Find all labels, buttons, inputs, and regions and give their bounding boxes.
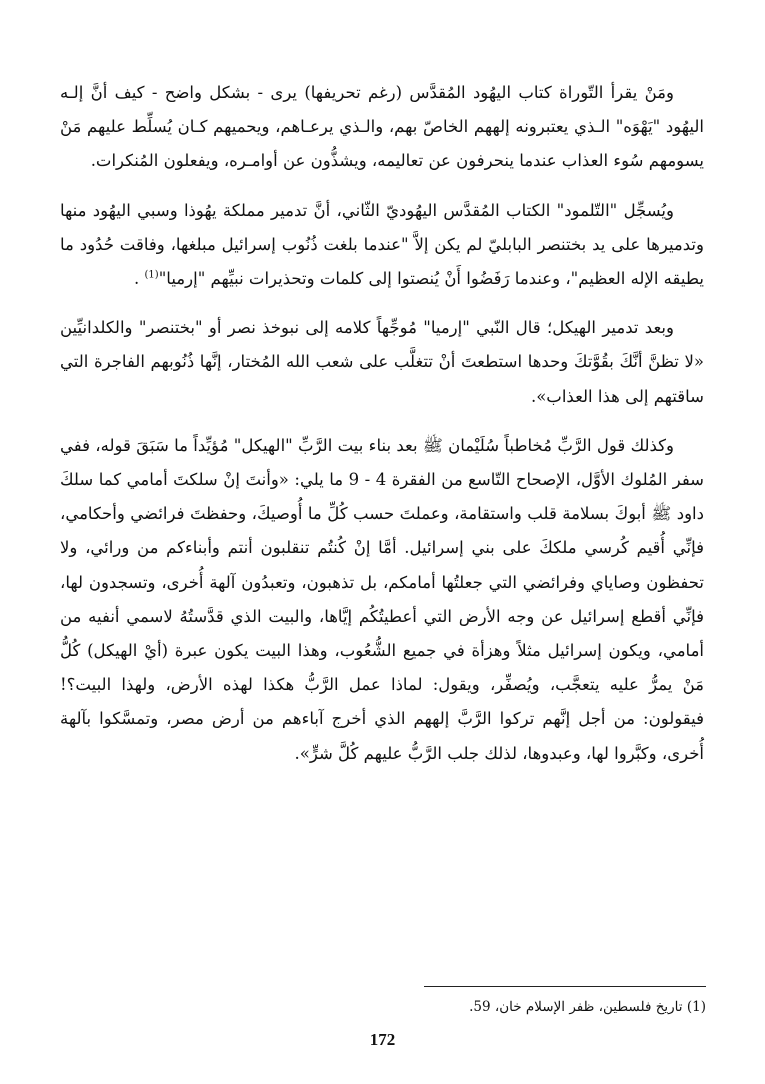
paragraph-talmud — [60, 194, 704, 297]
footnote: (1) تاريخ فلسطين، ظفر الإسلام خان، 59. — [469, 999, 706, 1015]
paragraph-talmud-end: . — [134, 269, 140, 289]
paragraph-jeremiah: وبعد تدمير الهيكل؛ قال النّبي "إرميا" مُوجِّهاً كلامه إلى نبوخذ نصر أو "بختنصر" والكلدانيِّين «لا تظنَّ أنَّكَ بقُوَّتكَ وحدها استطعتَ أنْ تتغلَّب على شعب الله المُختار، إنَّها ذُنُوبهم الفاجرة التي ساقتهم إلى هذا العذاب». — [60, 318, 704, 406]
paragraph-torah: ومَنْ يقرأ التّوراة كتاب اليهُود المُقدَّس (رغم تحريفها) يرى - بشكل واضح - كيف أنَّ إلـه اليهُود "يَهْوَه" الـذي يعتبرونه إلههم الخاصّ بهم، والـذي يرعـاهم، ويحميهم كـان يُسلِّط عليهم مَنْ يسومهم سُوء العذاب عندما ينحرفون عن تعاليمه، ويشذُّون عن أوامـره، ويفعلون المُنكرات. — [60, 83, 704, 171]
page-number: 172 — [369, 1030, 396, 1049]
paragraph-solomon: وكذلك قول الرَّبِّ مُخاطباً سُلَيْمان ﷺ بعد بناء بيت الرَّبِّ "الهيكل" مُؤيِّداً ما سَبَقَ قوله، ففي سفر المُلوك الأوَّل، الإصحاح التّاسع من الفقرة 4 - 9 ما يلي: «وأنتَ إنْ سلكتَ أمامي كما سلكَ داود ﷺ أبوكَ بسلامة قلب واستقامة، وعملتَ حسب كُلِّ ما أُوصيكَ، وحفظتَ فرائضي وأحكامي، فإنِّي أُقيم كُرسي ملككَ على بني إسرائيل. أمَّا إنْ كُنتُم تنقلبون أنتم وأبناءكم من ورائي، ولا تحفظون وصاياي وفرائضي التي جعلتُها أمامكم، بل تذهبون، وتعبدُون آلهة أُخرى، وتسجدون لها، فإنِّي أقطع إسرائيل عن وجه الأرض التي أعطيتُكُم إيَّاها، والبيت الذي قدَّستُهُ لاسمي أنفيه من أمامي، ويكون إسرائيل مثلاً وهزأة في جميع الشُّعُوب، وهذا البيت يكون عبرة (أيْ الهيكل) كُلُّ مَنْ يمرُّ عليه يتعجَّب، ويُصفِّر، ويقول: لماذا عمل الرَّبُّ هكذا لهذه الأرض، ولهذا البيت؟! فيقولون: من أجل إنَّهم تركوا الرَّبَّ إلههم الذي أخرج آباءهم من أرض مصر، وتمسَّكوا بآلهة أُخرى، وكبَّروا لها، وعبدوها، لذلك جلب الرَّبُّ عليهم كُلَّ شرٍّ». — [60, 435, 704, 763]
footnote-marker: (1) — [144, 269, 159, 281]
paragraph-talmud-text: ويُسجِّل "التّلمود" الكتاب المُقدَّس اليهُوديّ الثّاني، أنَّ تدمير مملكة يهُوذا وسبي اليهُود منها وتدميرها على يد بختنصر البابليّ لم يكن إلاَّ "عندما بلغت ذُنُوب إسرائيل مبلغها، وفاقت حُدُود ما يطيقه الإله العظيم"، وعندما رَفَضُوا أَنْ يُنصتوا إلى كلمات وتحذيرات نبيِّهم "إرميا" — [60, 200, 704, 289]
main-text — [60, 76, 704, 786]
footnote-divider — [424, 986, 706, 987]
